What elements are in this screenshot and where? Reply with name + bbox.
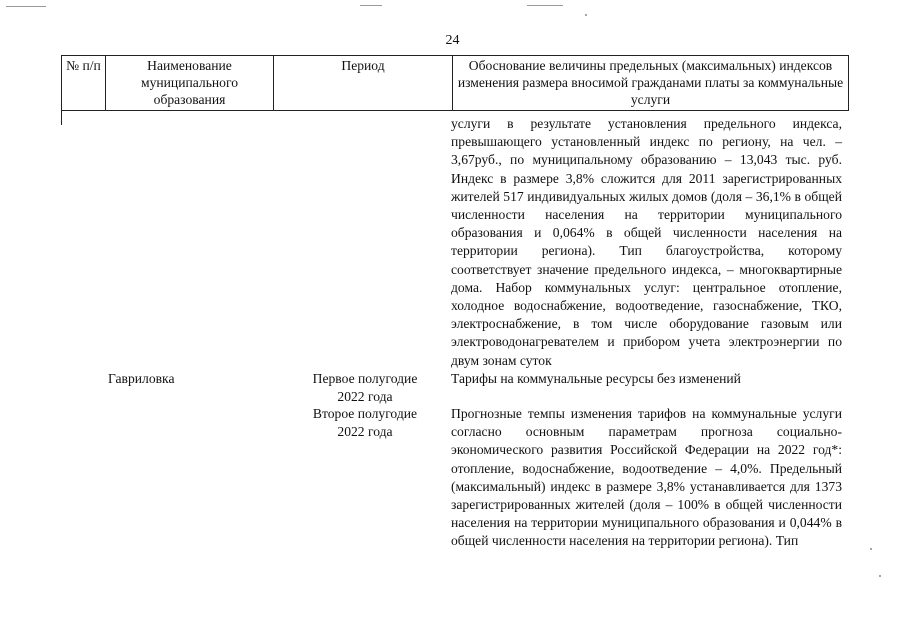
header-number: № п/п	[62, 56, 106, 111]
period-second-text: Прогнозные темпы изменения тарифов на коммунальные услуги согласно основным параметрам прогноза социально-экономического развития Российской Федерации на 2022 год*: отопление, водоснабжение, водоотведение – 4,0%. Предельный (максимальный) индекс в размере 3,8% устанавливается для 1373 зарегистрированных жителей (доля – 100% в общей численности населения на территории муниципального образования и 0,044% в общей численности населения на территории региона). Тип	[451, 406, 842, 549]
header-justification: Обоснование величины предельных (максимальных) индексов изменения размера вносимой гражданами платы за коммунальные услуги	[453, 56, 849, 111]
table-header-row	[62, 56, 849, 111]
municipality-name: Гавриловка	[108, 371, 175, 386]
scan-artifact	[879, 575, 881, 577]
scan-artifact	[527, 5, 563, 6]
header-period: Период	[274, 56, 453, 111]
period-first-half: Первое полугодие 2022 года	[312, 371, 418, 405]
page-number: 24	[445, 33, 460, 48]
scan-artifact	[870, 548, 872, 550]
table-header	[61, 55, 849, 111]
scan-artifact	[6, 6, 46, 7]
scan-artifact	[585, 14, 587, 16]
period-second-half: Второе полугодие 2022 года	[312, 406, 418, 440]
scan-artifact	[360, 5, 382, 6]
table-left-border	[61, 111, 62, 125]
header-municipality: Наименование муниципального образования	[106, 56, 274, 111]
period-first-text: Тарифы на коммунальные ресурсы без изменений	[451, 371, 741, 386]
continuation-text: услуги в результате установления предельного индекса, превышающего установленный индекс по региону, на чел. – 3,67руб., по муниципальному образованию – 13,043 тыс. руб. Индекс в размере 3,8% сложится для 2011 зарегистрированных жителей 517 индивидуальных жилых домов (доля – 36,1% в общей численности населения на территории муниципального образования и 0,064% в общей численности населения на территории региона). Тип благоустройства, которому соответствует значение предельного индекса, – многоквартирные дома. Набор коммунальных услуг: центральное отопление, холодное водоснабжение, водоотведение, газоснабжение, ТКО, электроснабжение, в том числе оборудование газовым или электроводонагревателем и прибором учета электроэнергии по двум зонам суток	[451, 116, 842, 368]
